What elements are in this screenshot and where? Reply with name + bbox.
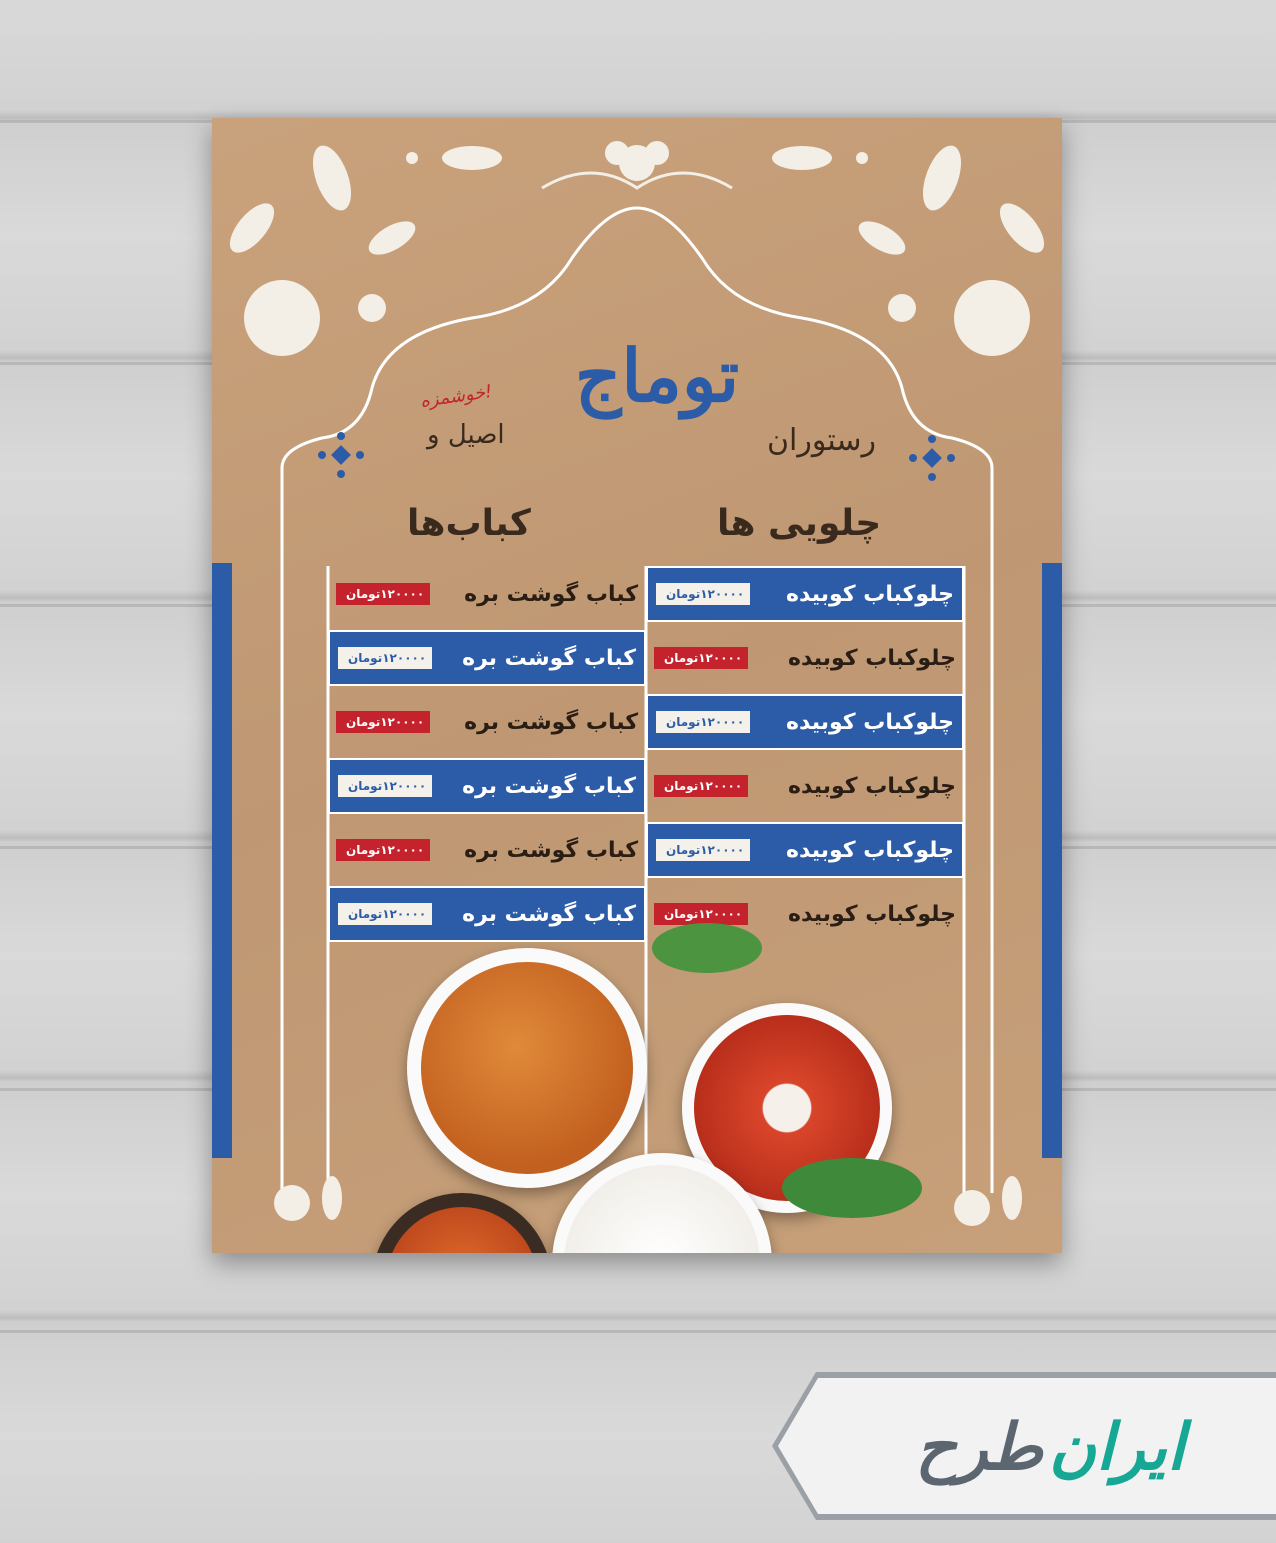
price-tag [654,647,748,669]
restaurant-label: رستوران [767,423,877,458]
section-heading-chelo: چلویی ها [717,503,882,544]
item-name: کباب گوشت بره [464,581,638,607]
price-tag [338,775,432,797]
price-unit: تومان [346,715,381,729]
price-unit: تومان [348,779,383,793]
price-tag [336,583,430,605]
price-unit: تومان [664,907,699,921]
curry-bowl-large [407,948,647,1188]
item-name: کباب گوشت بره [462,645,636,671]
price-unit: تومان [348,651,383,665]
item-name: چلوکباب کوبیده [788,773,956,799]
item-name: چلوکباب کوبیده [786,837,954,863]
herb-garnish [652,923,762,973]
logo-text-part-a: ایران [1048,1411,1185,1485]
item-name: کباب گوشت بره [464,837,638,863]
price-tag [336,711,430,733]
price-tag [654,775,748,797]
item-name: کباب گوشت بره [464,709,638,735]
price-tag [654,903,748,925]
herb-garnish [782,1158,922,1218]
item-name: چلوکباب کوبیده [786,581,954,607]
price-value: ۱۲۰۰۰۰ [700,715,745,729]
price-unit: تومان [346,587,381,601]
menu-item-chelo [646,566,964,622]
title-suffix: اصیل و [427,420,505,450]
price-tag [656,711,750,733]
price-tag [656,839,750,861]
price-unit: تومان [346,843,381,857]
menu-item-kabab [328,758,646,814]
price-value: ۱۲۰۰۰۰ [698,651,743,665]
menu-item-chelo [646,694,964,750]
price-value: ۱۲۰۰۰۰ [698,779,743,793]
price-value: ۱۲۰۰۰۰ [382,651,427,665]
menu-item-chelo [646,822,964,878]
section-heading-kabab: کباب‌ها [407,503,531,544]
snowflake-icon-right [909,435,955,481]
menu-item-kabab [328,822,646,878]
logo-text-part-b: طرح [915,1411,1043,1485]
menu-poster [212,118,1062,1253]
item-name: کباب گوشت بره [462,901,636,927]
floral-ornament-top-center [542,141,732,188]
price-tag [656,583,750,605]
price-value: ۱۲۰۰۰۰ [382,907,427,921]
price-value: ۱۲۰۰۰۰ [380,715,425,729]
restaurant-name: توماج [574,333,740,418]
price-unit: تومان [666,587,701,601]
price-value: ۱۲۰۰۰۰ [700,843,745,857]
menu-item-kabab [328,566,646,622]
menu-item-kabab [328,694,646,750]
price-unit: تومان [666,715,701,729]
price-tag [338,647,432,669]
price-tag [336,839,430,861]
floral-ornament-left [222,141,502,356]
menu-item-chelo [646,630,964,686]
item-name: چلوکباب کوبیده [788,645,956,671]
floral-ornament-right [772,141,1052,356]
price-value: ۱۲۰۰۰۰ [700,587,745,601]
menu-column-kabab [328,566,646,950]
price-value: ۱۲۰۰۰۰ [698,907,743,921]
menu-column-chelo [646,566,964,950]
price-tag [338,903,432,925]
item-name: چلوکباب کوبیده [788,901,956,927]
price-unit: تومان [348,907,383,921]
menu-item-kabab [328,886,646,942]
price-value: ۱۲۰۰۰۰ [380,843,425,857]
price-unit: تومان [666,843,701,857]
item-name: کباب گوشت بره [462,773,636,799]
price-value: ۱۲۰۰۰۰ [382,779,427,793]
price-unit: تومان [664,651,699,665]
menu-item-kabab [328,630,646,686]
slogan: خوشمزه! [418,381,494,412]
menu-item-chelo [646,758,964,814]
watermark-logo [850,1398,1250,1498]
price-value: ۱۲۰۰۰۰ [380,587,425,601]
item-name: چلوکباب کوبیده [786,709,954,735]
price-unit: تومان [664,779,699,793]
